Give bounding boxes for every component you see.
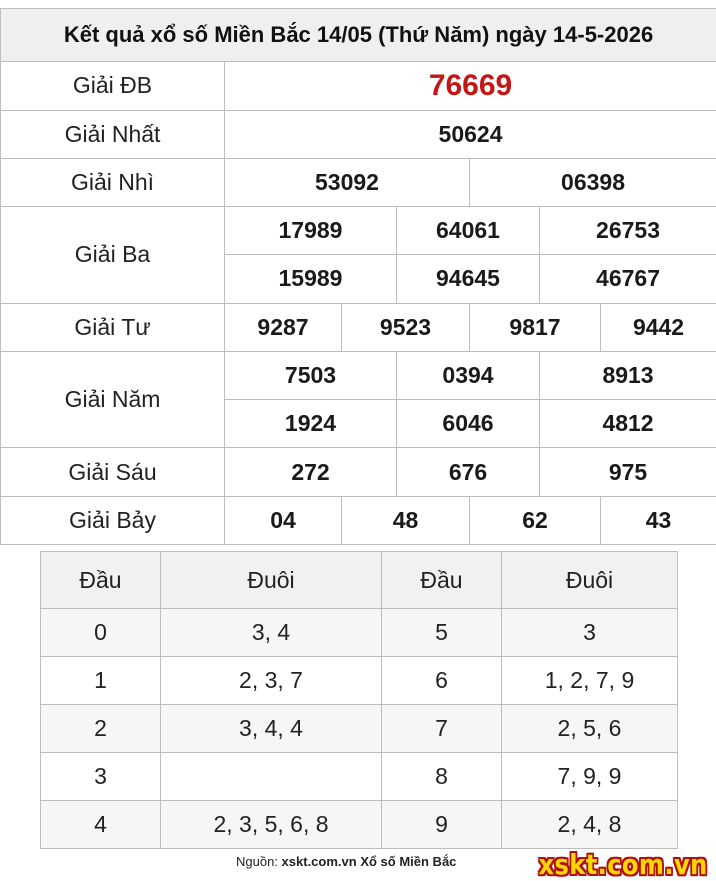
loto-header-dau: Đầu (41, 552, 161, 609)
prize-number: 9817 (470, 303, 601, 351)
results-table (0, 8, 716, 545)
prize-label-ba: Giải Ba (1, 207, 225, 304)
prize-number: 1924 (225, 400, 397, 448)
source-prefix: Nguồn: (236, 854, 278, 869)
prize-number: 676 (397, 448, 540, 496)
prize-number: 15989 (225, 255, 397, 303)
prize-row-ba (1, 207, 716, 255)
loto-duoi: 3, 4 (161, 609, 382, 657)
prize-number: 975 (540, 448, 716, 496)
loto-duoi: 2, 4, 8 (502, 801, 678, 849)
source-suffix: Xổ số Miền Bắc (360, 854, 456, 869)
prize-number: 46767 (540, 255, 716, 303)
prize-number: 48 (342, 496, 470, 544)
prize-label-tu: Giải Tư (1, 303, 225, 351)
source-site-link[interactable]: xskt.com.vn (282, 854, 357, 869)
prize-label-db: Giải ĐB (1, 62, 225, 110)
loto-dau: 1 (41, 657, 161, 705)
loto-header-row (41, 552, 678, 609)
loto-dau: 8 (382, 753, 502, 801)
loto-duoi: 7, 9, 9 (502, 753, 678, 801)
loto-dau: 2 (41, 705, 161, 753)
prize-row-sau (1, 448, 716, 496)
loto-row (41, 753, 678, 801)
prize-label-sau: Giải Sáu (1, 448, 225, 496)
prize-number: 50624 (225, 110, 716, 158)
loto-row (41, 705, 678, 753)
brand-logo[interactable]: xskt.com.vn (539, 848, 708, 881)
prize-number: 04 (225, 496, 342, 544)
footer (0, 848, 716, 878)
prize-label-nam: Giải Năm (1, 351, 225, 448)
prize-number: 26753 (540, 207, 716, 255)
prize-number: 272 (225, 448, 397, 496)
prize-number: 17989 (225, 207, 397, 255)
prize-number: 9523 (342, 303, 470, 351)
prize-number: 62 (470, 496, 601, 544)
loto-dau: 6 (382, 657, 502, 705)
prize-number: 9442 (601, 303, 716, 351)
special-prize-number: 76669 (225, 62, 716, 110)
loto-duoi: 2, 3, 5, 6, 8 (161, 801, 382, 849)
loto-dau: 9 (382, 801, 502, 849)
prize-row-nhi (1, 158, 716, 206)
page-title: Kết quả xổ số Miền Bắc 14/05 (Thứ Năm) ngày 14-5-2026 (1, 9, 716, 62)
prize-number: 0394 (397, 351, 540, 399)
source-credit (236, 854, 456, 869)
prize-number: 4812 (540, 400, 716, 448)
loto-header-duoi: Đuôi (502, 552, 678, 609)
loto-duoi: 1, 2, 7, 9 (502, 657, 678, 705)
loto-dau: 7 (382, 705, 502, 753)
loto-duoi (161, 753, 382, 801)
prize-number: 53092 (225, 158, 470, 206)
prize-number: 9287 (225, 303, 342, 351)
prize-number: 6046 (397, 400, 540, 448)
loto-table (40, 551, 678, 849)
prize-row-bay (1, 496, 716, 544)
prize-row-tu (1, 303, 716, 351)
prize-number: 06398 (470, 158, 716, 206)
prize-label-bay: Giải Bảy (1, 496, 225, 544)
loto-duoi: 3, 4, 4 (161, 705, 382, 753)
loto-row (41, 609, 678, 657)
prize-number: 8913 (540, 351, 716, 399)
prize-label-nhat: Giải Nhất (1, 110, 225, 158)
prize-number: 94645 (397, 255, 540, 303)
prize-number: 64061 (397, 207, 540, 255)
prize-row-nhat (1, 110, 716, 158)
loto-dau: 4 (41, 801, 161, 849)
loto-dau: 5 (382, 609, 502, 657)
loto-dau: 0 (41, 609, 161, 657)
loto-dau: 3 (41, 753, 161, 801)
prize-label-nhi: Giải Nhì (1, 158, 225, 206)
loto-header-duoi: Đuôi (161, 552, 382, 609)
prize-row-db (1, 62, 716, 110)
prize-number: 43 (601, 496, 716, 544)
loto-row (41, 801, 678, 849)
loto-row (41, 657, 678, 705)
loto-duoi: 2, 5, 6 (502, 705, 678, 753)
loto-duoi: 2, 3, 7 (161, 657, 382, 705)
prize-row-nam (1, 351, 716, 399)
prize-number: 7503 (225, 351, 397, 399)
loto-duoi: 3 (502, 609, 678, 657)
loto-header-dau: Đầu (382, 552, 502, 609)
